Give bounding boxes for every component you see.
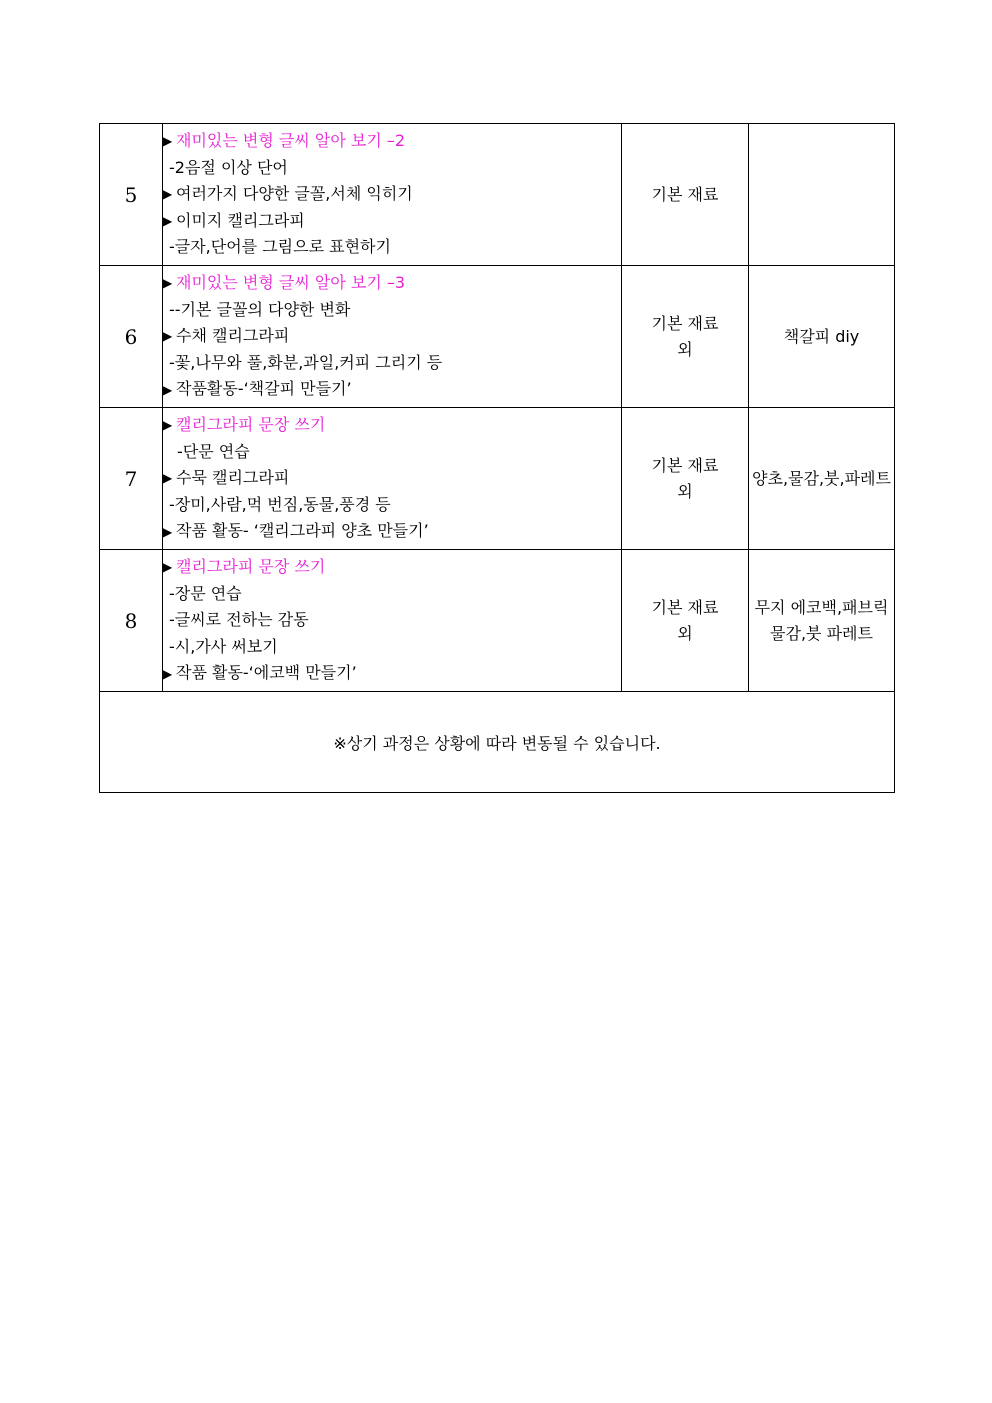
content-text: --기본 글꼴의 다양한 변화: [169, 299, 351, 319]
topic-heading: 재미있는 변형 글씨 알아 보기 –3: [176, 273, 406, 293]
content-line: [163, 234, 621, 261]
content-line: [163, 128, 621, 155]
lesson-number: 5: [100, 124, 163, 266]
lesson-row: [100, 550, 895, 692]
lesson-materials: [622, 266, 749, 408]
content-line: [163, 492, 621, 519]
content-line: [163, 554, 621, 581]
triangle-bullet-icon: ▶: [163, 329, 173, 344]
lesson-content: [163, 266, 622, 408]
content-text: 여러가지 다양한 글꼴,서체 익히기: [176, 184, 413, 204]
content-text: -2음절 이상 단어: [169, 157, 288, 177]
lesson-content: [163, 550, 622, 692]
curriculum-table-body: [100, 124, 895, 793]
content-line: [163, 660, 621, 687]
content-text: 작품 활동- ‘캘리그라피 양초 만들기’: [176, 521, 429, 541]
footer-note: ※상기 과정은 상황에 따라 변동될 수 있습니다.: [100, 692, 895, 793]
material-text: 기본 재료: [651, 455, 719, 475]
note-text: 책갈피 diy: [783, 326, 860, 346]
lesson-note: [749, 266, 895, 408]
content-text: 이미지 캘리그라피: [176, 210, 305, 230]
content-line: [163, 376, 621, 403]
content-text: -장문 연습: [169, 583, 242, 603]
content-line: [163, 581, 621, 608]
content-text: 작품활동-‘책갈피 만들기’: [176, 379, 352, 399]
triangle-bullet-icon: ▶: [163, 418, 173, 433]
curriculum-sheet: [99, 123, 894, 793]
content-line: [163, 634, 621, 661]
content-text: -꽃,나무와 풀,화분,과일,커피 그리기 등: [169, 352, 443, 372]
lesson-row: [100, 408, 895, 550]
content-line: [163, 181, 621, 208]
content-line: [163, 518, 621, 545]
content-line: [163, 208, 621, 235]
lesson-materials: [622, 124, 749, 266]
lesson-note: [749, 124, 895, 266]
content-text: 수묵 캘리그라피: [176, 468, 290, 488]
material-text: 기본 재료: [651, 184, 719, 204]
lesson-content: [163, 408, 622, 550]
triangle-bullet-icon: ▶: [163, 382, 173, 397]
topic-heading: 캘리그라피 문장 쓰기: [176, 557, 326, 577]
lesson-note: [749, 408, 895, 550]
content-line: [163, 465, 621, 492]
content-text: -글자,단어를 그림으로 표현하기: [169, 237, 391, 257]
material-text: 외: [677, 481, 693, 501]
topic-heading: 재미있는 변형 글씨 알아 보기 –2: [176, 131, 406, 151]
content-text: -장미,사람,먹 번짐,동물,풍경 등: [169, 494, 391, 514]
note-text: 무지 에코백,패브릭: [754, 597, 889, 617]
material-text: 외: [677, 339, 693, 359]
triangle-bullet-icon: ▶: [163, 560, 173, 575]
footer-row: [100, 692, 895, 793]
material-text: 외: [677, 623, 693, 643]
content-text: 수채 캘리그라피: [176, 326, 290, 346]
lesson-number: 7: [100, 408, 163, 550]
note-text: 물감,붓 파레트: [770, 623, 873, 643]
triangle-bullet-icon: ▶: [163, 134, 173, 149]
topic-heading: 캘리그라피 문장 쓰기: [176, 415, 326, 435]
lesson-row: [100, 266, 895, 408]
content-line: [163, 350, 621, 377]
content-text: -시,가사 써보기: [169, 636, 278, 656]
triangle-bullet-icon: ▶: [163, 187, 173, 202]
note-text: 양초,물감,붓,파레트: [752, 468, 891, 488]
content-line: [163, 155, 621, 182]
curriculum-table: [99, 123, 895, 793]
content-line: [163, 607, 621, 634]
triangle-bullet-icon: ▶: [163, 471, 173, 486]
lesson-materials: [622, 550, 749, 692]
triangle-bullet-icon: ▶: [163, 524, 173, 539]
content-line: [163, 439, 621, 466]
content-text: -글씨로 전하는 감동: [169, 610, 309, 630]
content-line: [163, 297, 621, 324]
lesson-number: 6: [100, 266, 163, 408]
triangle-bullet-icon: ▶: [163, 214, 173, 228]
lesson-materials: [622, 408, 749, 550]
material-text: 기본 재료: [651, 597, 719, 617]
lesson-row: [100, 124, 895, 266]
lesson-number: 8: [100, 550, 163, 692]
content-text: -단문 연습: [177, 441, 250, 461]
triangle-bullet-icon: ▶: [163, 666, 173, 681]
lesson-note: [749, 550, 895, 692]
content-line: [163, 323, 621, 350]
content-line: [163, 412, 621, 439]
content-text: 작품 활동-‘에코백 만들기’: [176, 663, 357, 683]
material-text: 기본 재료: [651, 313, 719, 333]
lesson-content: [163, 124, 622, 266]
content-line: [163, 270, 621, 297]
triangle-bullet-icon: ▶: [163, 276, 173, 291]
